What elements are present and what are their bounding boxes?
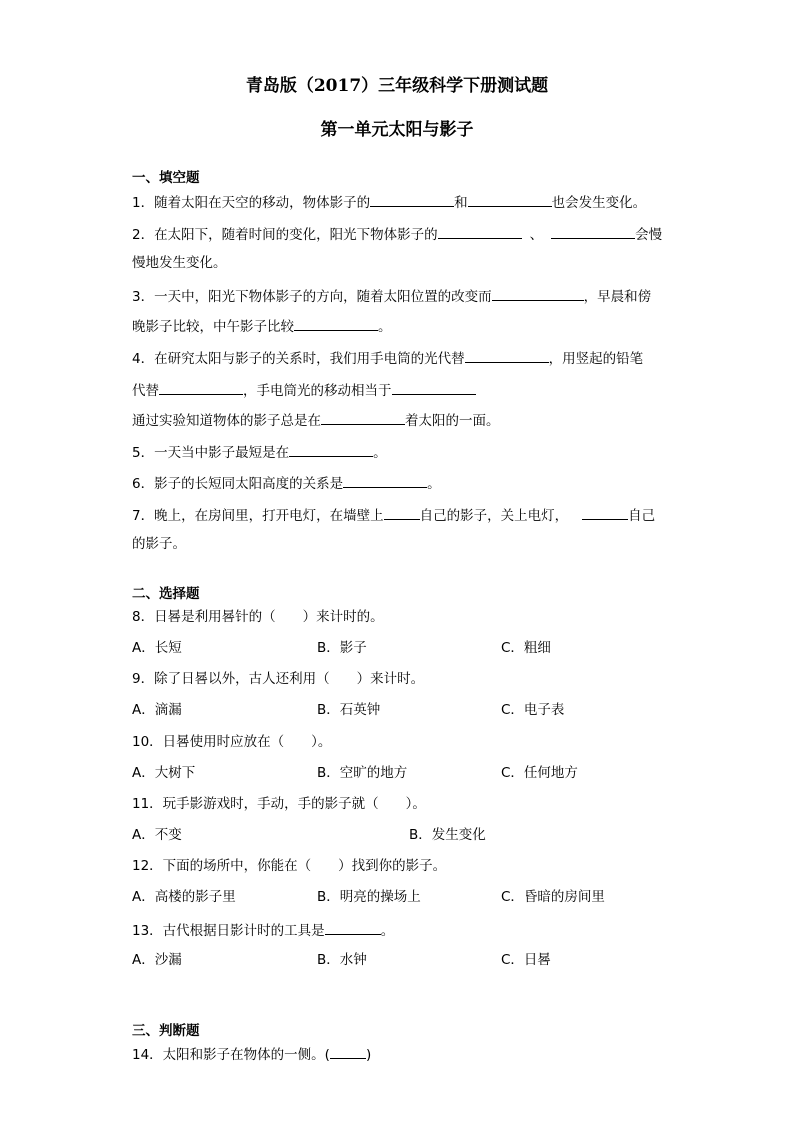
section-judge-heading: 三、判断题 [132, 1023, 200, 1039]
q3-blank-2[interactable] [294, 316, 378, 331]
q4-blank-4[interactable] [321, 410, 405, 425]
q4-text-e: 通过实验知道物体的影子总是在 [132, 413, 321, 429]
question-11-stem: 11．玩手影游戏时，手动，手的影子就（ ）。 [132, 796, 426, 812]
q4-text-b: ，用竖起的铅笔 [548, 351, 644, 367]
q4-blank-1[interactable] [465, 348, 549, 363]
q7-text-b: 自己的影子，关上电灯， [419, 508, 569, 524]
question-7-cont: 的影子。 [132, 536, 186, 552]
q10-option-a[interactable]: A．大树下 [132, 765, 196, 781]
q12-option-c[interactable]: C．昏暗的房间里 [501, 889, 605, 905]
q3-text-b: ，早晨和傍 [583, 289, 652, 305]
q2-text-c: 会慢 [635, 227, 663, 243]
q4-text-a: 4．在研究太阳与影子的关系时，我们用手电筒的光代替 [132, 351, 465, 367]
q9-option-a[interactable]: A．滴漏 [132, 702, 182, 718]
q11-option-b[interactable]: B．发生变化 [409, 827, 486, 843]
q5-text-b: 。 [373, 445, 387, 461]
question-9-stem: 9．除了日晷以外，古人还利用（ ）来计时。 [132, 671, 425, 687]
question-4-cont [132, 380, 476, 400]
q8-option-b[interactable]: B．影子 [317, 640, 367, 656]
question-4-cont2 [132, 410, 500, 430]
q4-blank-3[interactable] [392, 380, 476, 395]
question-14 [132, 1044, 371, 1064]
q3-text-d: 。 [378, 319, 392, 335]
section-fill-in-heading: 一、填空题 [132, 170, 200, 186]
q6-text-a: 6．影子的长短同太阳高度的关系是 [132, 476, 344, 492]
q7-text-a: 7．晚上，在房间里，打开电灯，在墙壁上 [132, 508, 384, 524]
q10-option-b[interactable]: B．空旷的地方 [317, 765, 408, 781]
question-1 [132, 192, 646, 212]
q13-option-a[interactable]: A．沙漏 [132, 952, 182, 968]
q14-text-a: 14．太阳和影子在物体的一侧。( [132, 1047, 330, 1063]
q13-option-b[interactable]: B．水钟 [317, 952, 367, 968]
q2-blank-1[interactable] [438, 224, 522, 239]
q8-option-a[interactable]: A．长短 [132, 640, 182, 656]
q2-text-b: 、 [529, 227, 544, 243]
question-2 [132, 224, 662, 244]
q4-text-c: 代替 [132, 383, 159, 399]
q1-text-b: 和 [454, 195, 468, 211]
q7-blank-2[interactable] [582, 505, 628, 520]
q12-option-b[interactable]: B．明亮的操场上 [317, 889, 421, 905]
q13-option-c[interactable]: C．日晷 [501, 952, 551, 968]
q7-blank-1[interactable] [384, 505, 420, 520]
q7-text-c: 自己 [628, 508, 656, 524]
question-8-stem: 8．日晷是利用晷针的（ ）来计时的。 [132, 609, 384, 625]
q9-option-b[interactable]: B．石英钟 [317, 702, 381, 718]
q4-text-d: ，手电筒光的移动相当于 [243, 383, 392, 399]
q3-text-c: 晚影子比较，中午影子比较 [132, 319, 294, 335]
q3-blank-1[interactable] [492, 286, 584, 301]
q3-text-a: 3．一天中，阳光下物体影子的方向，随着太阳位置的改变而 [132, 289, 492, 305]
q6-blank[interactable] [343, 473, 427, 488]
q4-text-f: 着太阳的一面。 [405, 413, 500, 429]
document-subtitle: 第一单元太阳与影子 [320, 120, 474, 140]
q1-blank-2[interactable] [468, 192, 552, 207]
question-5 [132, 442, 387, 462]
question-3 [132, 286, 651, 306]
document-title: 青岛版（2017）三年级科学下册测试题 [245, 76, 549, 96]
q14-blank[interactable] [330, 1044, 366, 1059]
q13-blank[interactable] [325, 920, 381, 935]
q13-text: 13．古代根据日影计时的工具是 [132, 923, 325, 939]
question-4 [132, 348, 643, 368]
q1-text-c: 也会发生变化。 [551, 195, 647, 211]
q5-blank[interactable] [289, 442, 373, 457]
q11-option-a[interactable]: A．不变 [132, 827, 182, 843]
q2-blank-2[interactable] [551, 224, 635, 239]
q5-text-a: 5．一天当中影子最短是在 [132, 445, 290, 461]
q9-option-c[interactable]: C．电子表 [501, 702, 565, 718]
question-6 [132, 473, 441, 493]
question-3-cont [132, 316, 392, 336]
q1-text-a: 1．随着太阳在天空的移动，物体影子的 [132, 195, 371, 211]
section-choice-heading: 二、选择题 [132, 586, 200, 602]
question-10-stem: 10．日晷使用时应放在（ ）。 [132, 734, 332, 750]
q1-blank-1[interactable] [370, 192, 454, 207]
q13-text-end: 。 [380, 923, 395, 939]
question-2-cont: 慢地发生变化。 [132, 255, 227, 271]
question-13-stem [132, 920, 394, 940]
q6-text-b: 。 [427, 476, 441, 492]
q4-blank-2[interactable] [159, 380, 243, 395]
q8-option-c[interactable]: C．粗细 [501, 640, 551, 656]
question-12-stem: 12．下面的场所中，你能在（ ）找到你的影子。 [132, 858, 447, 874]
q12-option-a[interactable]: A．高楼的影子里 [132, 889, 236, 905]
q10-option-c[interactable]: C．任何地方 [501, 765, 578, 781]
question-7 [132, 505, 655, 525]
q2-text-a: 2．在太阳下，随着时间的变化，阳光下物体影子的 [132, 227, 438, 243]
q14-text-b: ) [365, 1047, 372, 1063]
